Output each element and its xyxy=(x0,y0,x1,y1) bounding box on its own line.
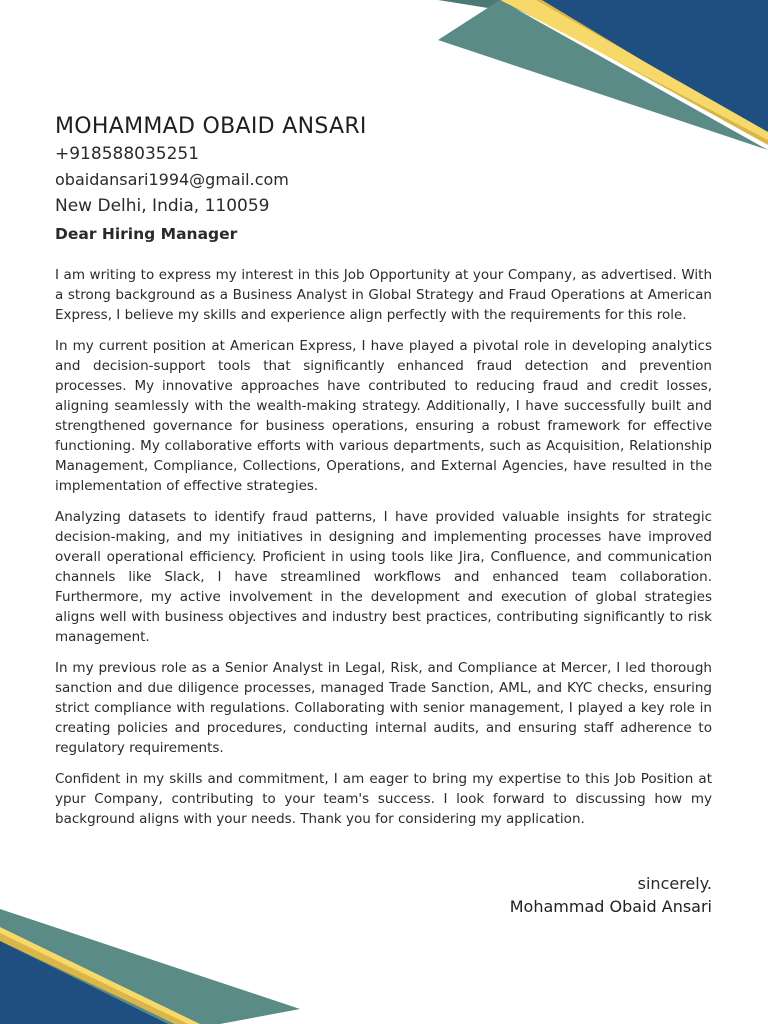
paragraph: In my current position at American Express, I have played a pivotal role in developing analytics and decision-support tools that significantly enhanced fraud detection and prevention processes. My innovative approaches have contributed to reducing fraud and credit losses, aligning seamlessly with the wealth-making strategy. Additionally, I have successfully built and strengthened governance for business operations, ensuring a robust framework for effective functioning. My collaborative efforts with various departments, such as Acquisition, Relationship Management, Compliance, Collections, Operations, and External Agencies, have resulted in the implementation of effective strategies. xyxy=(55,338,712,494)
paragraph: I am writing to express my interest in this Job Opportunity at your Company, as advertised. With a strong background as a Business Analyst in Global Strategy and Fraud Operations at American Express, I believe my skills and experience align perfectly with the requirements for this role. xyxy=(55,267,712,323)
bottom-corner-decoration xyxy=(0,909,300,1024)
letter-closing xyxy=(510,872,712,918)
email-address: obaidansari1994@gmail.com xyxy=(55,170,289,189)
applicant-name: MOHAMMAD OBAID ANSARI xyxy=(55,114,367,139)
paragraph: In my previous role as a Senior Analyst in Legal, Risk, and Compliance at Mercer, I led thorough sanction and due diligence processes, managed Trade Sanction, AML, and KYC checks, ensuring strict compliance with regulations. Collaborating with senior management, I played a key role in creating policies and procedures, conducting internal audits, and ensuring staff adherence to regulatory requirements. xyxy=(55,660,712,756)
closing-phrase: sincerely. xyxy=(637,874,712,893)
salutation: Dear Hiring Manager xyxy=(55,225,238,243)
signature-name: Mohammad Obaid Ansari xyxy=(509,897,712,916)
letter-body xyxy=(55,265,712,829)
cover-letter xyxy=(55,112,712,840)
postal-address: New Delhi, India, 110059 xyxy=(55,196,270,216)
paragraph: Analyzing datasets to identify fraud patterns, I have provided valuable insights for strategic decision-making, and my initiatives in designing and implementing processes have improved overall operational efficiency. Proficient in using tools like Jira, Confluence, and communication channels like Slack, I have streamlined workflows and enhanced team collaboration. Furthermore, my active involvement in the development and execution of global strategies aligns well with business objectives and industry best practices, contributing significantly to risk management. xyxy=(55,509,712,645)
phone-number: +918588035251 xyxy=(55,144,200,164)
paragraph: Confident in my skills and commitment, I am eager to bring my expertise to this Job Position at ypur Company, contributing to your team's success. I look forward to discussing how my background aligns with your needs. Thank you for considering my application. xyxy=(55,771,712,827)
